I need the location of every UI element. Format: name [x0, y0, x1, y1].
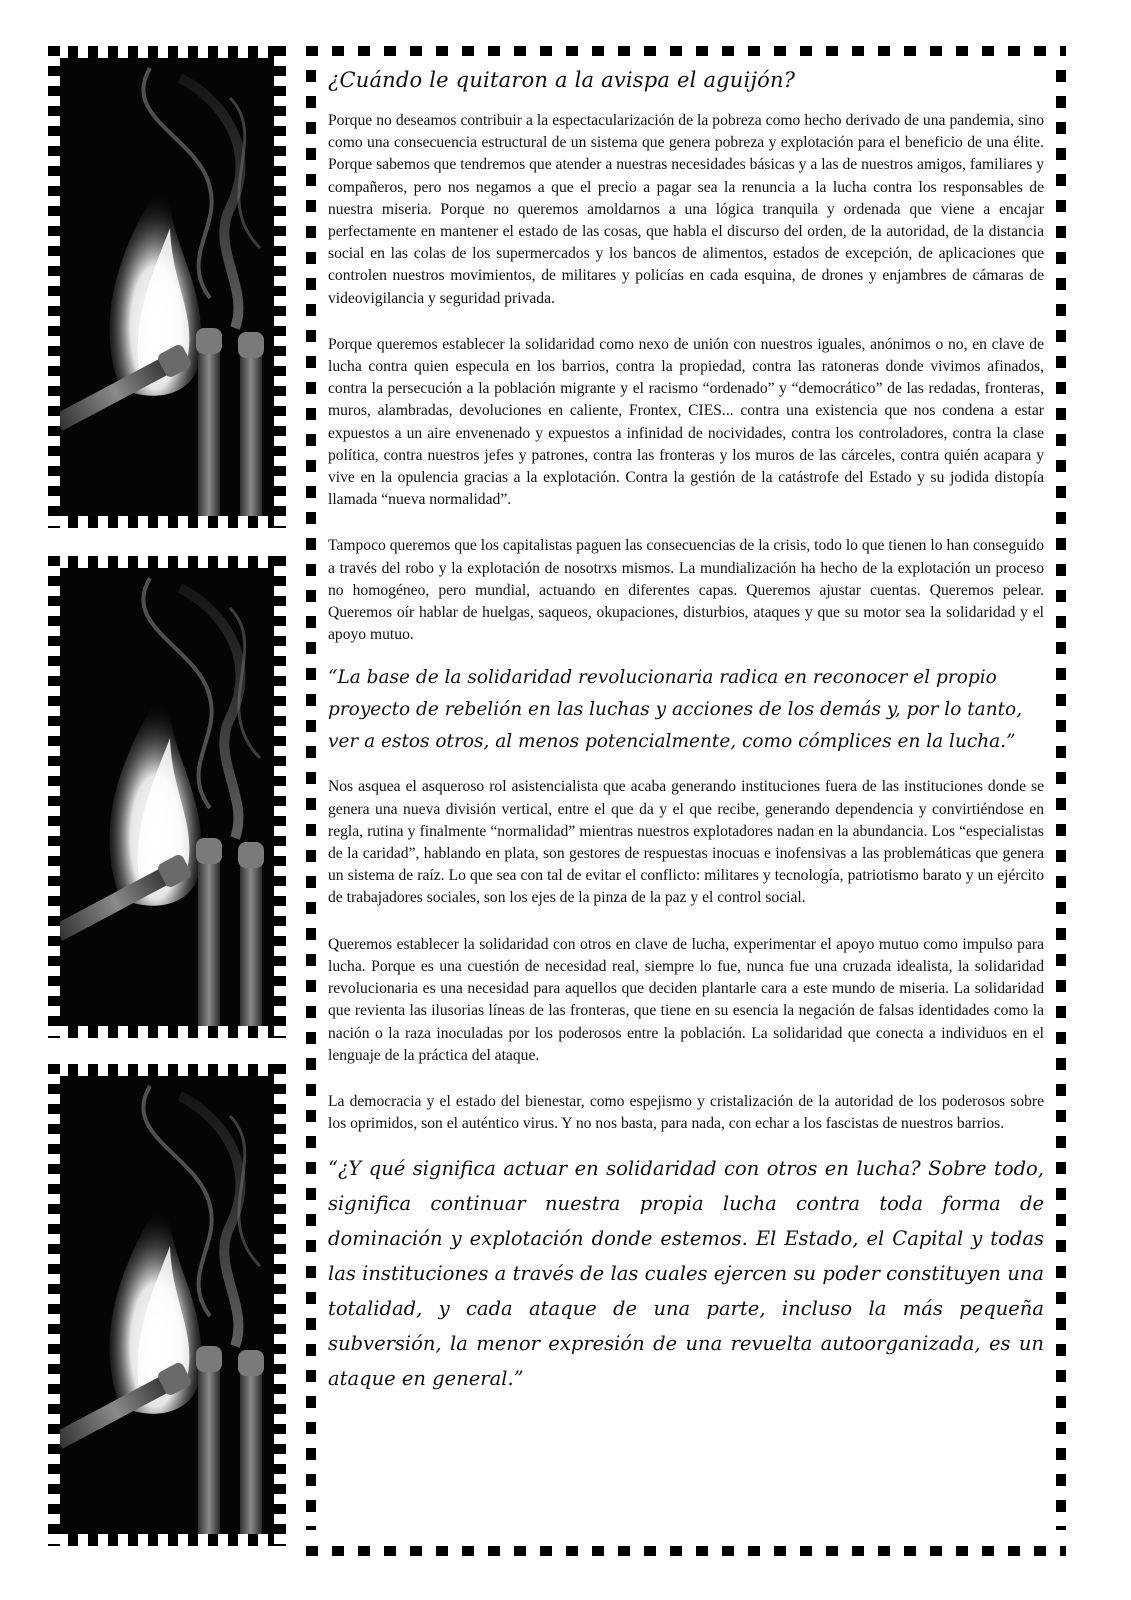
quote-1: “La base de la solidaridad revolucionaria radica en reconocer el propio proyecto de rebelión en las luchas y acciones de los demás y, por lo tanto, ver a estos otros, al menos potencialmente, como cómplices en la lucha.”: [328, 667, 1023, 753]
border-top: [306, 46, 1066, 56]
paragraph-3: Tampoco queremos que los capitalistas paguen las consecuencias de la crisis, todo lo que tienen lo han conseguido a través del robo y la explotación de nosotrxs mismos. La mundialización ha hecho de la explotación un proceso no homogéneo, pero mundial, actuando en diferentes capas. Queremos ajustar cuentas. Queremos pelear. Queremos oír hablar de huelgas, saqueos, okupaciones, disturbios, ataques y que su motor sea la solidaridad y el apoyo mutuo.: [328, 537, 1044, 644]
paragraph-6: La democracia y el estado del bienestar, como espejismo y cristalización de la autoridad de los poderosos sobre los oprimidos, son el auténtico virus. Y no nos basta, para nada, con echar a los fascistas de nuestros barrios.: [328, 1092, 1044, 1133]
article: [328, 64, 1044, 1414]
paragraph-4: Nos asquea el asqueroso rol asistencialista que acaba generando instituciones fuera de las instituciones donde se genera una nueva división vertical, entre el que da y el que recibe, generando dependencia y convirtiéndose en regla, rutina y finalmente “normalidad” mientras nuestros explotadores nadan en la abundancia. Los “especialistas de la caridad”, hablando en plata, son gestores de respuestas inocuas e inofensivas a las problemáticas que genera un sistema de raíz. Lo que sea con tal de evitar el conflicto: militares y tecnología, patriotismo barato y un ejército de trabajadores sociales, son los ejes de la pinza de la paz y el control social.: [328, 778, 1044, 907]
paragraph-5: Queremos establecer la solidaridad con otros en clave de lucha, experimentar el apoyo mutuo como impulso para lucha. Porque es una cuestión de necesidad real, siempre lo fue, nunca fue una cruzada idealista, la solidaridad revolucionaria es una necesidad para aquellos que deciden plantarle cara a este mundo de miseria. La solidaridad que revienta las ilusorias líneas de las fronteras, que tiene en su esencia la negación de falsas identidades como la nación o la raza inoculadas por los poderosos entre la población. La solidaridad que conecta a individuos en el lenguaje de la práctica del ataque.: [328, 935, 1044, 1064]
photo-frame-3: [48, 1064, 286, 1546]
photo-frame-2: [48, 556, 286, 1038]
border-left: [306, 70, 316, 1530]
border-right: [1056, 70, 1066, 1530]
photo-frame-1: [48, 46, 286, 528]
paragraph-2: Porque queremos establecer la solidaridad como nexo de unión con nuestros iguales, anónimos o no, en clave de lucha contra quien especula en los barrios, contra la propiedad, contra las ratoneras donde vivimos afinados, contra la persecución a la población migrante y el racismo “ordenado” y “democrático” de las redadas, fronteras, muros, alambradas, devoluciones en caliente, Frontex, CIES... contra una existencia que nos condena a estar expuestos a un aire envenenado y expuestos a infinidad de nocividades, contra los controladores, contra la clase política, contra nuestros jefes y patrones, contra las fronteras y los muros de las cárceles, contra quién acapara y vive en la opulencia gracias a la explotación. Contra la gestión de la catástrofe del Estado y su jodida distopía llamada “nueva normalidad”.: [328, 335, 1044, 509]
paragraph-1: Porque no deseamos contribuir a la espectacularización de la pobreza como hecho derivado de una pandemia, sino como una consecuencia estructural de un sistema que genera pobreza y explotación para el beneficio de una élite. Porque sabemos que tendremos que atender a nuestras necesidades básicas y a las de nuestros amigos, familiares y compañeros, pero nos negamos a que el precio a pagar sea la renuncia a la lucha contra los responsables de nuestra miseria. Porque no queremos amoldarnos a una lógica tranquila y ordenada que viene a encajar perfectamente en mantener el estado de las cosas, que habla el discurso del orden, de la autoridad, de la distancia social en las colas de los supermercados y los bancos de alimentos, estados de excepción, de aplicaciones que controlen nuestros movimientos, de militares y policías en cada esquina, de drones y enjambres de cámaras de videovigilancia y seguridad privada.: [328, 112, 1044, 307]
quote-2: “¿Y qué significa actuar en solidaridad con otros en lucha? Sobre todo, significa continuar nuestra propia lucha contra toda forma de dominación y explotación donde estemos. El Estado, el Capital y todas las instituciones a través de las cuales ejercen su poder constituyen una totalidad, y cada ataque de una parte, incluso la más pequeña subversión, la menor expresión de una revuelta autoorganizada, es un ataque en general.”: [328, 1157, 1044, 1391]
burning-match-photo: [60, 58, 274, 516]
article-title: ¿Cuándo le quitaron a la avispa el aguijón?: [328, 68, 796, 92]
burning-match-photo: [60, 568, 274, 1026]
burning-match-photo: [60, 1076, 274, 1534]
text-panel: [306, 46, 1066, 1556]
border-bottom: [306, 1546, 1066, 1556]
